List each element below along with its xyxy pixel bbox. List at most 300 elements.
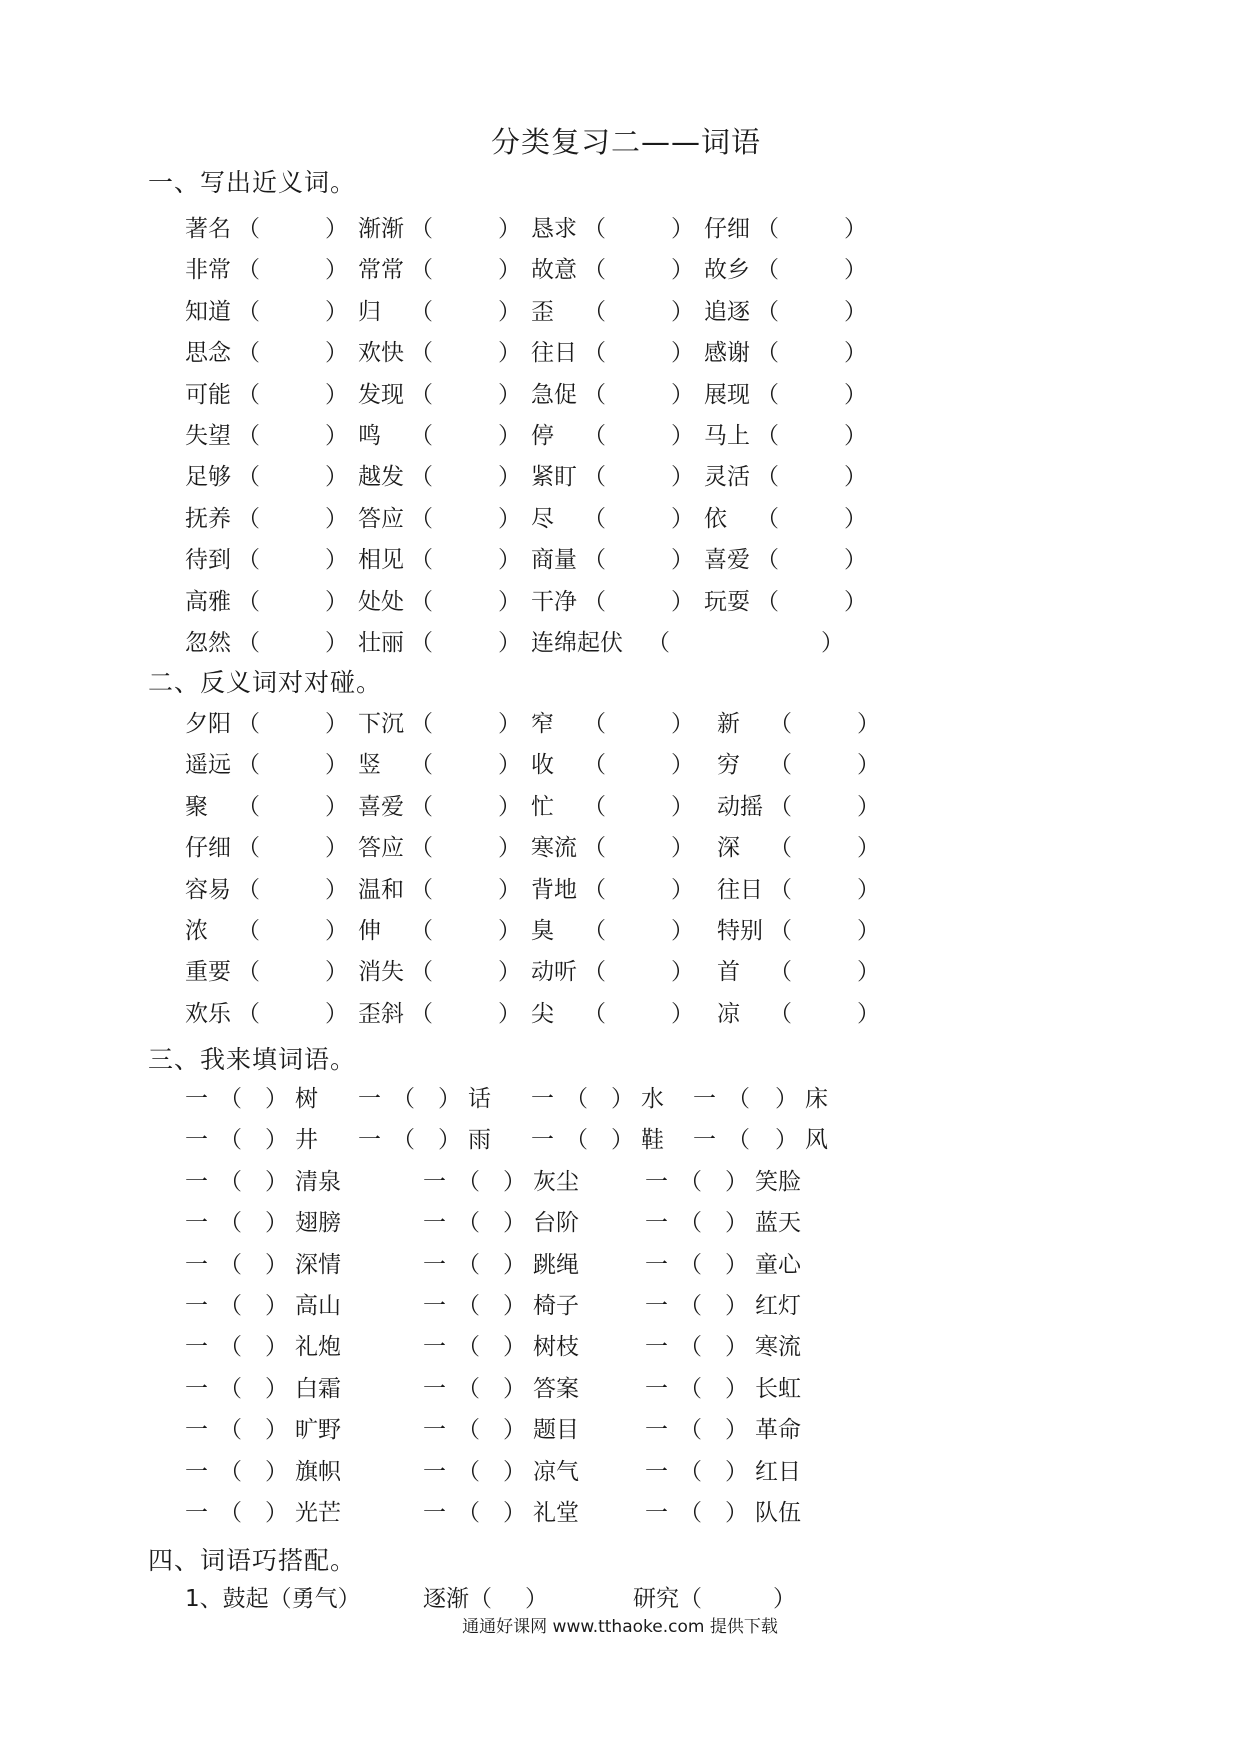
answer-blank-open: （ bbox=[727, 1127, 750, 1154]
measure-yi: 一 bbox=[185, 1500, 208, 1526]
measure-yi: 一 bbox=[423, 1251, 446, 1278]
word: 著名 bbox=[185, 216, 231, 242]
measure-noun: 革命 bbox=[755, 1417, 801, 1444]
measure-noun: 礼堂 bbox=[533, 1500, 579, 1526]
answer-blank-close: ） bbox=[265, 1417, 288, 1444]
measure-row bbox=[185, 1163, 905, 1197]
answer-blank-open: （ bbox=[219, 1417, 242, 1444]
word: 玩耍 bbox=[704, 588, 750, 615]
answer-blank-open: （ bbox=[756, 464, 779, 491]
collocation-item-2: 逐渐（ bbox=[423, 1586, 492, 1612]
measure-noun: 深情 bbox=[295, 1251, 341, 1278]
word: 足够 bbox=[185, 464, 231, 491]
word: 竖 bbox=[358, 752, 381, 779]
word: 仔细 bbox=[185, 835, 231, 862]
measure-yi: 一 bbox=[358, 1086, 381, 1112]
answer-blank-close: ） bbox=[265, 1127, 288, 1154]
answer-blank-open: （ bbox=[237, 298, 260, 325]
measure-yi: 一 bbox=[185, 1210, 208, 1237]
word-row bbox=[185, 995, 905, 1029]
answer-blank-close: ） bbox=[503, 1251, 526, 1278]
word: 商量 bbox=[531, 547, 577, 574]
answer-blank-close: ） bbox=[325, 835, 348, 862]
word: 干净 bbox=[531, 588, 577, 615]
measure-yi: 一 bbox=[185, 1334, 208, 1361]
measure-noun: 蓝天 bbox=[755, 1210, 801, 1237]
answer-blank-close: ） bbox=[671, 340, 694, 367]
answer-blank-close: ） bbox=[438, 1086, 461, 1112]
answer-blank-open: （ bbox=[583, 959, 606, 986]
answer-blank-close: ） bbox=[325, 298, 348, 325]
answer-blank-open: （ bbox=[769, 876, 792, 903]
word: 展现 bbox=[704, 381, 750, 408]
answer-blank-close: ） bbox=[325, 959, 348, 986]
answer-blank-open: （ bbox=[410, 835, 433, 862]
answer-blank-close: ） bbox=[671, 711, 694, 737]
word: 仔细 bbox=[704, 216, 750, 242]
answer-blank-close: ） bbox=[325, 340, 348, 367]
word: 发现 bbox=[358, 381, 404, 408]
answer-blank-close: ） bbox=[498, 547, 521, 574]
answer-blank-open: （ bbox=[583, 340, 606, 367]
answer-blank-close: ） bbox=[498, 216, 521, 242]
answer-blank-close: ） bbox=[325, 630, 348, 656]
answer-blank-open: （ bbox=[237, 959, 260, 986]
answer-blank-close: ） bbox=[671, 298, 694, 325]
measure-row bbox=[185, 1453, 905, 1487]
measure-noun: 光芒 bbox=[295, 1500, 341, 1526]
word-row bbox=[185, 210, 905, 244]
answer-blank-close: ） bbox=[498, 876, 521, 903]
answer-blank-close: ） bbox=[725, 1458, 748, 1485]
answer-blank-open: （ bbox=[583, 381, 606, 408]
word: 高雅 bbox=[185, 588, 231, 615]
answer-blank-open: （ bbox=[769, 793, 792, 820]
answer-blank-close: ） bbox=[725, 1293, 748, 1319]
word: 深 bbox=[717, 835, 740, 862]
word: 感谢 bbox=[704, 340, 750, 367]
answer-blank-open: （ bbox=[410, 1000, 433, 1027]
answer-blank-open: （ bbox=[769, 1000, 792, 1027]
word: 歪 bbox=[531, 298, 554, 325]
answer-blank-open: （ bbox=[756, 588, 779, 615]
measure-yi: 一 bbox=[185, 1086, 208, 1112]
answer-blank-close: ） bbox=[325, 547, 348, 574]
answer-blank-open: （ bbox=[583, 298, 606, 325]
answer-blank-close: ） bbox=[671, 216, 694, 242]
answer-blank-open: （ bbox=[769, 711, 792, 737]
word: 急促 bbox=[531, 381, 577, 408]
answer-blank-close: ） bbox=[325, 711, 348, 737]
word-row bbox=[185, 376, 905, 410]
measure-row bbox=[185, 1411, 905, 1445]
answer-blank-close: ） bbox=[498, 711, 521, 737]
answer-blank-close: ） bbox=[725, 1251, 748, 1278]
word-row bbox=[185, 251, 905, 285]
answer-blank-open: （ bbox=[583, 918, 606, 944]
measure-yi: 一 bbox=[423, 1334, 446, 1361]
measure-noun: 红日 bbox=[755, 1458, 801, 1485]
measure-yi: 一 bbox=[185, 1168, 208, 1195]
measure-yi: 一 bbox=[185, 1458, 208, 1485]
word: 壮丽 bbox=[358, 630, 404, 656]
answer-blank-open: （ bbox=[219, 1458, 242, 1485]
measure-noun: 翅膀 bbox=[295, 1210, 341, 1237]
word: 答应 bbox=[358, 505, 404, 532]
word: 动听 bbox=[531, 959, 577, 986]
measure-noun: 树枝 bbox=[533, 1334, 579, 1361]
answer-blank-close: ） bbox=[498, 793, 521, 820]
word: 歪斜 bbox=[358, 1000, 404, 1027]
answer-blank-open: （ bbox=[679, 1210, 702, 1237]
answer-blank-open: （ bbox=[237, 835, 260, 862]
answer-blank-open: （ bbox=[679, 1334, 702, 1361]
word: 处处 bbox=[358, 588, 404, 615]
answer-blank-close: ） bbox=[844, 423, 867, 449]
answer-blank-close: ） bbox=[725, 1334, 748, 1361]
word: 温和 bbox=[358, 876, 404, 903]
answer-blank-close: ） bbox=[503, 1500, 526, 1526]
measure-row bbox=[185, 1328, 905, 1362]
answer-blank-close: ） bbox=[671, 793, 694, 820]
answer-blank-open: （ bbox=[237, 340, 260, 367]
measure-noun: 题目 bbox=[533, 1417, 579, 1444]
answer-blank-open: （ bbox=[410, 464, 433, 491]
word: 知道 bbox=[185, 298, 231, 325]
measure-yi: 一 bbox=[645, 1210, 668, 1237]
collocation-item-3-close: ） bbox=[773, 1586, 796, 1612]
answer-blank-open: （ bbox=[392, 1086, 415, 1112]
answer-blank-open: （ bbox=[410, 547, 433, 574]
measure-noun: 队伍 bbox=[755, 1500, 801, 1526]
word-row bbox=[185, 541, 905, 575]
word-row bbox=[185, 500, 905, 534]
word-row bbox=[185, 871, 905, 905]
answer-blank-close: ） bbox=[498, 630, 521, 656]
word: 收 bbox=[531, 752, 554, 779]
answer-blank-close: ） bbox=[503, 1458, 526, 1485]
answer-blank-close: ） bbox=[671, 423, 694, 449]
answer-blank-open: （ bbox=[410, 752, 433, 779]
answer-blank-open: （ bbox=[457, 1417, 480, 1444]
section-heading-1: 一、写出近义词。 bbox=[148, 168, 357, 197]
measure-noun: 雨 bbox=[468, 1127, 491, 1154]
answer-blank-close: ） bbox=[503, 1334, 526, 1361]
section-heading-4: 四、词语巧搭配。 bbox=[148, 1546, 357, 1575]
measure-yi: 一 bbox=[185, 1127, 208, 1154]
answer-blank-close: ） bbox=[671, 547, 694, 574]
answer-blank-open: （ bbox=[679, 1168, 702, 1195]
word-row bbox=[185, 293, 905, 327]
answer-blank-close: ） bbox=[671, 1000, 694, 1027]
answer-blank-open: （ bbox=[219, 1251, 242, 1278]
word: 抚养 bbox=[185, 505, 231, 532]
measure-noun: 灰尘 bbox=[533, 1168, 579, 1195]
measure-noun: 话 bbox=[468, 1086, 491, 1112]
word: 常常 bbox=[358, 257, 404, 284]
word: 凉 bbox=[717, 1000, 740, 1027]
word: 特别 bbox=[717, 918, 763, 944]
measure-yi: 一 bbox=[693, 1086, 716, 1112]
answer-blank-open: （ bbox=[769, 835, 792, 862]
answer-blank-open: （ bbox=[237, 257, 260, 284]
answer-blank-open: （ bbox=[410, 711, 433, 737]
measure-yi: 一 bbox=[185, 1375, 208, 1402]
answer-blank-open: （ bbox=[756, 257, 779, 284]
answer-blank-close: ） bbox=[498, 1000, 521, 1027]
measure-noun: 旷野 bbox=[295, 1417, 341, 1444]
measure-noun: 井 bbox=[295, 1127, 318, 1154]
answer-blank-open: （ bbox=[410, 505, 433, 532]
answer-blank-open: （ bbox=[457, 1334, 480, 1361]
answer-blank-open: （ bbox=[583, 1000, 606, 1027]
measure-noun: 童心 bbox=[755, 1251, 801, 1278]
answer-blank-open: （ bbox=[457, 1168, 480, 1195]
answer-blank-close: ） bbox=[857, 793, 880, 820]
answer-blank-close: ） bbox=[498, 752, 521, 779]
word: 鸣 bbox=[358, 423, 381, 449]
answer-blank-close: ） bbox=[844, 464, 867, 491]
answer-blank-open: （ bbox=[219, 1375, 242, 1402]
answer-blank-close: ） bbox=[498, 257, 521, 284]
answer-blank-close: ） bbox=[325, 423, 348, 449]
answer-blank-open: （ bbox=[457, 1251, 480, 1278]
answer-blank-close: ） bbox=[844, 381, 867, 408]
answer-blank-close: ） bbox=[671, 876, 694, 903]
answer-blank-open: （ bbox=[679, 1293, 702, 1319]
word: 故乡 bbox=[704, 257, 750, 284]
answer-blank-close: ） bbox=[503, 1293, 526, 1319]
answer-blank-close: ） bbox=[265, 1458, 288, 1485]
answer-blank-open: （ bbox=[583, 505, 606, 532]
measure-noun: 长虹 bbox=[755, 1375, 801, 1402]
answer-blank-open: （ bbox=[410, 793, 433, 820]
answer-blank-close: ） bbox=[325, 464, 348, 491]
answer-blank-open: （ bbox=[410, 216, 433, 242]
answer-blank-open: （ bbox=[679, 1375, 702, 1402]
measure-noun: 白霜 bbox=[295, 1375, 341, 1402]
measure-yi: 一 bbox=[693, 1127, 716, 1154]
answer-blank-open: （ bbox=[410, 423, 433, 449]
measure-yi: 一 bbox=[423, 1417, 446, 1444]
measure-yi: 一 bbox=[423, 1210, 446, 1237]
answer-blank-open: （ bbox=[237, 216, 260, 242]
answer-blank-open: （ bbox=[410, 298, 433, 325]
answer-blank-close: ） bbox=[265, 1210, 288, 1237]
measure-row bbox=[185, 1246, 905, 1280]
answer-blank-close: ） bbox=[498, 959, 521, 986]
answer-blank-open: （ bbox=[583, 257, 606, 284]
answer-blank-close: ） bbox=[611, 1127, 634, 1154]
answer-blank-open: （ bbox=[756, 381, 779, 408]
word-row bbox=[185, 829, 905, 863]
answer-blank-open: （ bbox=[679, 1500, 702, 1526]
word-row bbox=[185, 746, 905, 780]
page-title: 分类复习二——词语 bbox=[490, 125, 761, 159]
word-row bbox=[185, 583, 905, 617]
answer-blank-open: （ bbox=[410, 588, 433, 615]
answer-blank-close: ） bbox=[775, 1086, 798, 1112]
answer-blank-close: ） bbox=[498, 588, 521, 615]
measure-yi: 一 bbox=[645, 1500, 668, 1526]
answer-blank-close: ） bbox=[503, 1375, 526, 1402]
answer-blank-close: ） bbox=[671, 257, 694, 284]
word: 恳求 bbox=[531, 216, 577, 242]
measure-noun: 礼炮 bbox=[295, 1334, 341, 1361]
answer-blank-open: （ bbox=[769, 752, 792, 779]
word: 可能 bbox=[185, 381, 231, 408]
measure-noun: 跳绳 bbox=[533, 1251, 579, 1278]
word: 往日 bbox=[717, 876, 763, 903]
word: 尖 bbox=[531, 1000, 554, 1027]
word: 穷 bbox=[717, 752, 740, 779]
answer-blank-open: （ bbox=[237, 918, 260, 944]
word-row bbox=[185, 788, 905, 822]
answer-blank-close: ） bbox=[325, 876, 348, 903]
answer-blank-open: （ bbox=[727, 1086, 750, 1112]
word-row bbox=[185, 417, 905, 451]
answer-blank-open: （ bbox=[679, 1251, 702, 1278]
answer-blank-open: （ bbox=[237, 505, 260, 532]
measure-row bbox=[185, 1287, 905, 1321]
answer-blank-open: （ bbox=[219, 1168, 242, 1195]
answer-blank-open: （ bbox=[237, 793, 260, 820]
word: 停 bbox=[531, 423, 554, 449]
word: 往日 bbox=[531, 340, 577, 367]
measure-noun: 答案 bbox=[533, 1375, 579, 1402]
word-row bbox=[185, 953, 905, 987]
word: 遥远 bbox=[185, 752, 231, 779]
answer-blank-close: ） bbox=[325, 381, 348, 408]
answer-blank-open: （ bbox=[756, 340, 779, 367]
word: 浓 bbox=[185, 918, 208, 944]
answer-blank-open: （ bbox=[237, 711, 260, 737]
word: 喜爱 bbox=[358, 793, 404, 820]
answer-blank-close: ） bbox=[725, 1168, 748, 1195]
word: 非常 bbox=[185, 257, 231, 284]
answer-blank-open: （ bbox=[410, 257, 433, 284]
answer-blank-close: ） bbox=[325, 216, 348, 242]
answer-blank-close: ） bbox=[857, 876, 880, 903]
answer-blank-close: ） bbox=[725, 1500, 748, 1526]
section-heading-2: 二、反义词对对碰。 bbox=[148, 668, 383, 697]
answer-blank-close: ） bbox=[844, 257, 867, 284]
measure-yi: 一 bbox=[185, 1293, 208, 1319]
answer-blank-open: （ bbox=[756, 423, 779, 449]
word: 忙 bbox=[531, 793, 554, 820]
word: 容易 bbox=[185, 876, 231, 903]
footer-source: 通通好课网 www.tthaoke.com 提供下载 bbox=[462, 1617, 778, 1637]
answer-blank-open: （ bbox=[457, 1458, 480, 1485]
answer-blank-close: ） bbox=[857, 752, 880, 779]
measure-yi: 一 bbox=[645, 1251, 668, 1278]
word: 紧盯 bbox=[531, 464, 577, 491]
measure-yi: 一 bbox=[185, 1417, 208, 1444]
answer-blank-open: （ bbox=[457, 1500, 480, 1526]
answer-blank-close: ） bbox=[844, 298, 867, 325]
answer-blank-open: （ bbox=[565, 1086, 588, 1112]
answer-blank-close: ） bbox=[503, 1210, 526, 1237]
collocation-line-1 bbox=[185, 1580, 905, 1614]
answer-blank-close: ） bbox=[671, 918, 694, 944]
answer-blank-close: ） bbox=[325, 752, 348, 779]
answer-blank-close: ） bbox=[844, 340, 867, 367]
word: 归 bbox=[358, 298, 381, 325]
answer-blank-open: （ bbox=[583, 876, 606, 903]
measure-yi: 一 bbox=[531, 1086, 554, 1112]
word: 尽 bbox=[531, 505, 554, 532]
answer-blank-open: （ bbox=[237, 1000, 260, 1027]
word: 依 bbox=[704, 505, 727, 532]
collocation-item-1: 1、鼓起（勇气） bbox=[185, 1586, 361, 1612]
measure-noun: 台阶 bbox=[533, 1210, 579, 1237]
answer-blank-open: （ bbox=[237, 752, 260, 779]
word: 动摇 bbox=[717, 793, 763, 820]
answer-blank-close: ） bbox=[671, 752, 694, 779]
answer-blank-open: （ bbox=[219, 1293, 242, 1319]
measure-row bbox=[185, 1204, 905, 1238]
answer-blank-open: （ bbox=[756, 547, 779, 574]
word-row bbox=[185, 624, 905, 658]
answer-blank-open: （ bbox=[769, 918, 792, 944]
measure-yi: 一 bbox=[423, 1293, 446, 1319]
measure-yi: 一 bbox=[645, 1458, 668, 1485]
word: 思念 bbox=[185, 340, 231, 367]
answer-blank-close: ） bbox=[498, 423, 521, 449]
answer-blank-close: ） bbox=[498, 340, 521, 367]
measure-yi: 一 bbox=[645, 1334, 668, 1361]
word: 故意 bbox=[531, 257, 577, 284]
answer-blank-close: ） bbox=[325, 1000, 348, 1027]
word: 欢快 bbox=[358, 340, 404, 367]
word: 失望 bbox=[185, 423, 231, 449]
word: 寒流 bbox=[531, 835, 577, 862]
answer-blank-close: ） bbox=[325, 918, 348, 944]
answer-blank-close: ） bbox=[325, 505, 348, 532]
measure-noun: 旗帜 bbox=[295, 1458, 341, 1485]
answer-blank-open: （ bbox=[410, 918, 433, 944]
measure-noun: 高山 bbox=[295, 1293, 341, 1319]
measure-noun: 鞋 bbox=[641, 1127, 664, 1154]
answer-blank-open: （ bbox=[219, 1086, 242, 1112]
measure-yi: 一 bbox=[423, 1458, 446, 1485]
word: 夕阳 bbox=[185, 711, 231, 737]
answer-blank-open: （ bbox=[583, 216, 606, 242]
collocation-item-2-close: ） bbox=[525, 1586, 548, 1612]
word: 聚 bbox=[185, 793, 208, 820]
answer-blank-open: （ bbox=[647, 630, 670, 656]
answer-blank-open: （ bbox=[769, 959, 792, 986]
measure-noun: 床 bbox=[805, 1086, 828, 1112]
answer-blank-close: ） bbox=[671, 835, 694, 862]
answer-blank-open: （ bbox=[583, 423, 606, 449]
answer-blank-open: （ bbox=[219, 1500, 242, 1526]
word: 伸 bbox=[358, 918, 381, 944]
answer-blank-close: ） bbox=[265, 1086, 288, 1112]
word: 窄 bbox=[531, 711, 554, 737]
answer-blank-close: ） bbox=[325, 588, 348, 615]
answer-blank-close: ） bbox=[725, 1375, 748, 1402]
word: 相见 bbox=[358, 547, 404, 574]
measure-noun: 寒流 bbox=[755, 1334, 801, 1361]
answer-blank-close: ） bbox=[265, 1293, 288, 1319]
measure-yi: 一 bbox=[185, 1251, 208, 1278]
answer-blank-open: （ bbox=[410, 630, 433, 656]
answer-blank-open: （ bbox=[237, 876, 260, 903]
answer-blank-close: ） bbox=[265, 1334, 288, 1361]
measure-noun: 风 bbox=[805, 1127, 828, 1154]
word-row bbox=[185, 458, 905, 492]
